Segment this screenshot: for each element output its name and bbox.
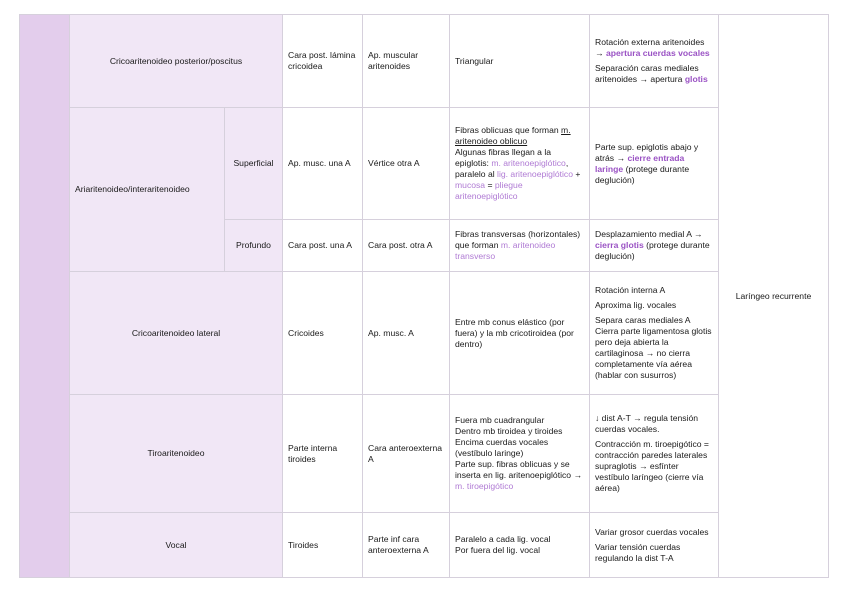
insertion-cell: Ap. muscular aritenoides: [363, 15, 450, 108]
shape-cell: Fibras transversas (horizontales) que forman m. aritenoideo transverso: [450, 220, 590, 272]
muscle-name: Vocal: [70, 513, 283, 578]
table-row: [20, 272, 829, 395]
insertion-cell: Cara post. otra A: [363, 220, 450, 272]
origin-cell: Parte interna tiroides: [283, 395, 363, 513]
insertion-cell: Vértice otra A: [363, 108, 450, 220]
side-band: [20, 15, 70, 578]
nerve-cell: Laríngeo recurrente: [719, 15, 829, 578]
muscle-name: Tiroaritenoideo: [70, 395, 283, 513]
origin-cell: Ap. musc. una A: [283, 108, 363, 220]
insertion-cell: Parte inf cara anteroexterna A: [363, 513, 450, 578]
shape-cell: Paralelo a cada lig. vocal Por fuera del lig. vocal: [450, 513, 590, 578]
table-row: [20, 108, 829, 220]
function-cell: Desplazamiento medial A → cierra glotis (protege durante deglución): [590, 220, 719, 272]
table-row: [20, 15, 829, 108]
shape-cell: Entre mb conus elástico (por fuera) y la mb cricotiroidea (por dentro): [450, 272, 590, 395]
function-cell: Parte sup. epiglotis abajo y atrás → cierre entrada laringe (protege durante deglución): [590, 108, 719, 220]
table-row: [20, 395, 829, 513]
table-row: [20, 513, 829, 578]
insertion-cell: Cara anteroexterna A: [363, 395, 450, 513]
shape-cell: Fibras oblicuas que forman m. aritenoideo oblicuo Algunas fibras llegan a la epiglotis: m. aritenoepiglótico, paralelo al lig. aritenoepiglótico + mucosa = pliegue aritenoepiglótico: [450, 108, 590, 220]
function-cell: Variar grosor cuerdas vocales Variar tensión cuerdas regulando la dist T-A: [590, 513, 719, 578]
muscle-table: [19, 14, 829, 578]
subtype-cell: Superficial: [225, 108, 283, 220]
shape-cell: Triangular: [450, 15, 590, 108]
origin-cell: Cara post. una A: [283, 220, 363, 272]
function-cell: ↓ dist A-T → regula tensión cuerdas vocales. Contracción m. tiroepigótico = contracción paredes laterales supraglotis → esfínter vestíbulo laríngeo (cierre vía aérea): [590, 395, 719, 513]
muscle-name: Cricoaritenoideo posterior/poscitus: [70, 15, 283, 108]
origin-cell: Cara post. lámina cricoidea: [283, 15, 363, 108]
shape-cell: Fuera mb cuadrangular Dentro mb tiroidea y tiroides Encima cuerdas vocales (vestíbulo laringe) Parte sup. fibras oblicuas y se inserta en lig. aritenoepiglótico → m. tiroepigótico: [450, 395, 590, 513]
origin-cell: Cricoides: [283, 272, 363, 395]
function-cell: Rotación externa aritenoides → apertura cuerdas vocales Separación caras mediales aritenoides → apertura glotis: [590, 15, 719, 108]
subtype-cell: Profundo: [225, 220, 283, 272]
muscle-name: Cricoaritenoideo lateral: [70, 272, 283, 395]
function-cell: Rotación interna A Aproxima lig. vocales Separa caras mediales A Cierra parte ligamentosa glotis pero deja abierta la cartilaginosa → no cierra completamente vía aérea (hablar con susurros): [590, 272, 719, 395]
muscle-name: Ariaritenoideo/interaritenoideo: [70, 108, 225, 272]
insertion-cell: Ap. musc. A: [363, 272, 450, 395]
origin-cell: Tiroides: [283, 513, 363, 578]
